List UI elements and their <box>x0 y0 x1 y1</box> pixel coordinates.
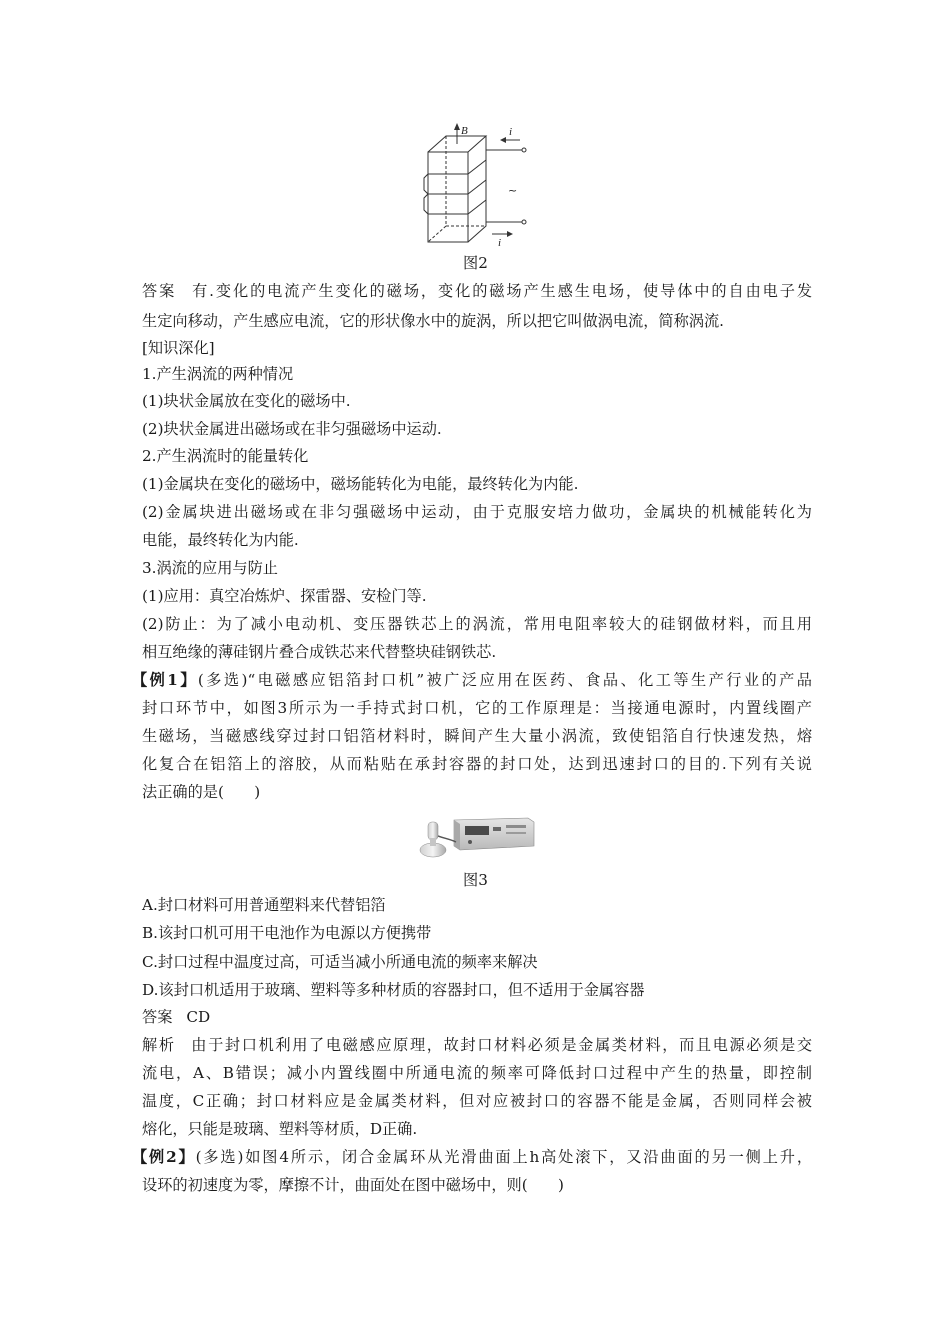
option-c: C.封口过程中温度过高，可适当减小所通电流的频率来解决 <box>142 953 538 971</box>
section-3-title: 3.涡流的应用与防止 <box>142 559 278 577</box>
label-B: B <box>461 125 468 137</box>
option-d: D.该封口机适用于玻璃、塑料等多种材质的容器封口，但不适用于金属容器 <box>142 981 645 999</box>
section-3-item-1: (1)应用：真空冶炼炉、探雷器、安检门等. <box>142 587 427 605</box>
section-1-title: 1.产生涡流的两种情况 <box>142 365 294 383</box>
answer-1-line-1 <box>142 281 812 301</box>
figure-3-sealing-machine-photo <box>410 812 540 862</box>
section-1-item-2: (2)块状金属进出磁场或在非匀强磁场中运动. <box>142 420 442 438</box>
answer-1-line-2: 生定向移动，产生感应电流，它的形状像水中的旋涡，所以把它叫做涡电流，简称涡流. <box>142 312 724 330</box>
section-2-item-1: (1)金属块在变化的磁场中，磁场能转化为电能，最终转化为内能. <box>142 475 579 493</box>
analysis-line-1 <box>142 1035 812 1055</box>
example-1-answer <box>142 1007 812 1027</box>
analysis-label: 解析 <box>142 1036 176 1054</box>
example-1-tag: 【例1】 <box>132 671 198 689</box>
section-2-item-2-line-1: (2)金属块进出磁场或在非匀强磁场中运动，由于克服安培力做功，金属块的机械能转化为 <box>142 503 812 521</box>
section-3-item-2-line-2: 相互绝缘的薄硅钢片叠合成铁芯来代替整块硅钢铁芯. <box>142 643 497 661</box>
analysis-text-1: 由于封口机利用了电磁感应原理，故封口材料必须是金属类材料，而且电源必须是交 <box>189 1036 813 1054</box>
example-2-line-1 <box>132 1147 812 1167</box>
label-i-bottom: i <box>498 237 502 247</box>
knowledge-heading: [知识深化] <box>142 339 215 357</box>
example-2-tag: 【例2】 <box>132 1148 196 1166</box>
analysis-line-4: 熔化，只能是玻璃、塑料等材质，D正确. <box>142 1120 418 1138</box>
answer-label: 答案 <box>142 282 177 300</box>
example-2-text-1: (多选)如图4所示，闭合金属环从光滑曲面上h高处滚下，又沿曲面的另一侧上升， <box>195 1148 813 1166</box>
example-1-text-1: (多选)“电磁感应铝箔封口机”被广泛应用在医药、食品、化工等生产行业的产品 <box>197 671 812 689</box>
section-3-item-2-line-1: (2)防止：为了减小电动机、变压器铁芯上的涡流，常用电阻率较大的硅钢做材料，而且用 <box>142 615 812 633</box>
label-i-top: i <box>509 126 513 138</box>
figure-3-caption: 图3 <box>463 871 488 889</box>
example-1-line-4: 化复合在铝箔上的溶胶，从而粘贴在承封容器的封口处，达到迅速封口的目的.下列有关说 <box>142 755 812 773</box>
option-a: A.封口材料可用普通塑料来代替铝箔 <box>142 896 386 914</box>
example-1-line-3: 生磁场，当磁感线穿过封口铝箔材料时，瞬间产生大量小涡流，致使铝箔自行快速发热，熔 <box>142 727 812 745</box>
analysis-line-2: 流电，A、B错误；减小内置线圈中所通电流的频率可降低封口过程中产生的热量，即控制 <box>142 1064 812 1082</box>
example-1-line-1 <box>132 670 812 690</box>
label-ac-symbol: ~ <box>508 184 518 197</box>
example-1-answer-label: 答案 <box>142 1008 173 1026</box>
answer-1-text-1: 有.变化的电流产生变化的磁场，变化的磁场产生感生电场，使导体中的自由电子发 <box>190 282 813 300</box>
figure-2-caption: 图2 <box>463 254 488 272</box>
section-2-item-2-line-2: 电能，最终转化为内能. <box>142 531 299 549</box>
option-b: B.该封口机可用干电池作为电源以方便携带 <box>142 924 432 942</box>
example-1-answer-value: CD <box>186 1008 211 1026</box>
example-1-line-2: 封口环节中，如图3所示为一手持式封口机，它的工作原理是：当接通电源时，内置线圈产 <box>142 699 812 717</box>
example-2-line-2: 设环的初速度为零，摩擦不计，曲面处在图中磁场中，则( ) <box>142 1176 564 1194</box>
section-1-item-1: (1)块状金属放在变化的磁场中. <box>142 392 351 410</box>
section-2-title: 2.产生涡流时的能量转化 <box>142 447 309 465</box>
figure-2-eddy-current-diagram <box>420 122 540 247</box>
example-1-line-5: 法正确的是( ) <box>142 783 261 801</box>
analysis-line-3: 温度，C正确；封口材料应是金属类材料，但对应被封口的容器不能是金属，否则同样会被 <box>142 1092 812 1110</box>
